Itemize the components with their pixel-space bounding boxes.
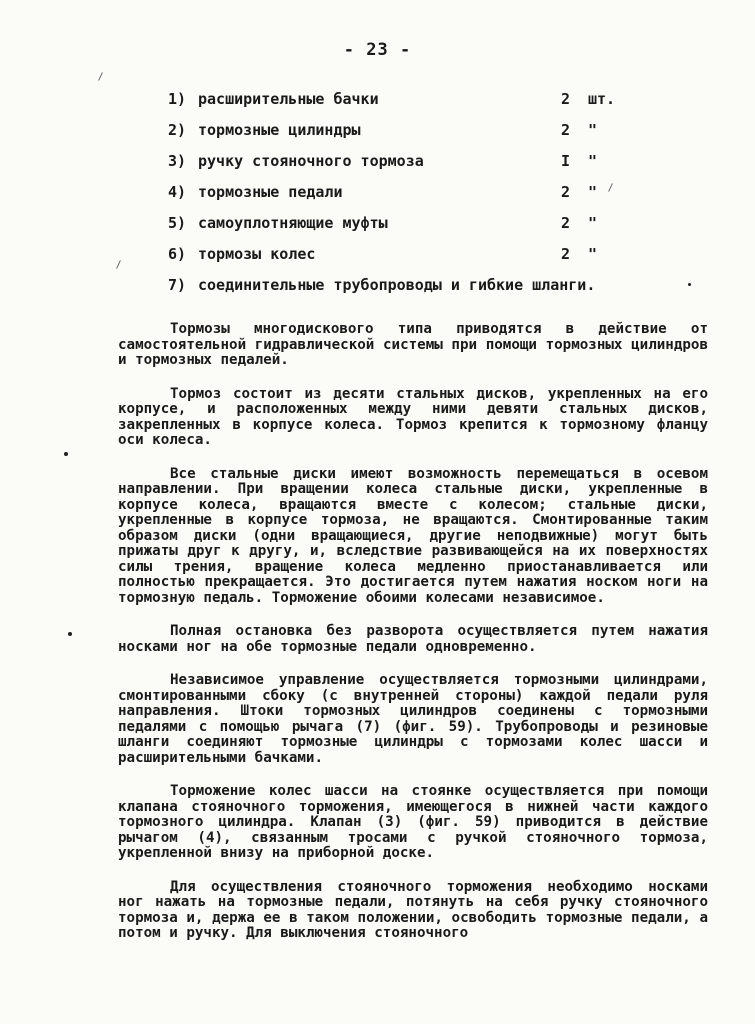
list-item-quantity: 2	[561, 90, 571, 108]
paragraph: Все стальные диски имеют возможность перемещаться в осевом направлении. При вращении колеса стальные диски, укрепленные в корпусе колеса, вращаются вместе с колесом; стальные диски, укрепленные в корпусе тормоза, не вращаются. Смонтированные таким образом диски (одни вращающиеся, другие неподвижные) могут быть прижаты друг к другу, и, вследствие развивающейся на их поверхностях силы трения, вращение колеса медленно приостанавливается или полностью прекращается. Это достигается путем нажатия носком ноги на тормозную педаль. Торможение обоими колесами независимое.	[118, 465, 708, 606]
list-item-unit: "	[588, 152, 598, 170]
list-item	[168, 90, 638, 121]
scan-speck	[64, 452, 68, 456]
list-item-text: тормозные цилиндры	[198, 121, 361, 139]
page-number: - 23 -	[343, 40, 412, 60]
list-item-quantity: I	[561, 152, 571, 170]
list-item	[168, 214, 638, 245]
list-item-text: тормозы колес	[198, 245, 316, 263]
list-item-number: 1)	[168, 90, 187, 108]
list-item-number: 5)	[168, 214, 187, 232]
body-text	[118, 322, 708, 960]
list-item	[168, 152, 638, 183]
list-item-unit: шт.	[588, 90, 616, 108]
paragraph: Тормозы многодискового типа приводятся в действие от самостоятельной гидравлической системы при помощи тормозных цилиндров и тормозных педалей.	[118, 321, 708, 368]
component-list	[168, 90, 638, 307]
list-item	[168, 245, 638, 276]
list-item	[168, 121, 638, 152]
scan-speck	[68, 632, 72, 636]
list-item-unit: "	[588, 183, 598, 201]
list-item-unit: "	[588, 214, 598, 232]
list-item	[168, 276, 638, 307]
list-item-unit: "	[588, 245, 598, 263]
paragraph: Полная остановка без разворота осуществляется путем нажатия носками ног на обе тормозные педали одновременно.	[118, 623, 708, 655]
list-item-number: 3)	[168, 152, 187, 170]
list-item-quantity: 2	[561, 245, 571, 263]
scan-speck	[688, 283, 691, 286]
list-item-number: 4)	[168, 183, 187, 201]
list-item-text: ручку стояночного тормоза	[198, 152, 424, 170]
scan-mark	[98, 72, 103, 81]
list-item-quantity: 2	[561, 183, 571, 201]
list-item	[168, 183, 638, 214]
paragraph: Независимое управление осуществляется тормозными цилиндрами, смонтированными сбоку (с внутренней стороны) каждой педали руля направления. Штоки тормозных цилиндров соединены с тормозными педалями с помощью рычага (7) (фиг. 59). Трубопроводы и резиновые шланги соединяют тормозные цилиндры с тормозами колес шасси и расширительными бачками.	[118, 672, 708, 766]
list-item-quantity: 2	[561, 121, 571, 139]
list-item-number: 7)	[168, 276, 187, 294]
list-item-number: 6)	[168, 245, 187, 263]
scan-mark	[116, 260, 121, 269]
paragraph: Тормоз состоит из десяти стальных дисков, укрепленных на его корпусе, и расположенных между ними девяти стальных дисков, закрепленных в корпусе колеса. Тормоз крепится к тормозному фланцу оси колеса.	[118, 385, 708, 448]
paragraph: Для осуществления стояночного торможения необходимо носками ног нажать на тормозные педали, потянуть на себя ручку стояночного тормоза и, держа ее в таком положении, освободить тормозные педали, а потом и ручку. Для выключения стояночного	[118, 878, 708, 941]
list-item-quantity: 2	[561, 214, 571, 232]
list-item-text: расширительные бачки	[198, 90, 379, 108]
list-item-text: самоуплотняющие муфты	[198, 214, 388, 232]
list-item-unit: "	[588, 121, 598, 139]
list-item-text: тормозные педали	[198, 183, 343, 201]
list-item-text: соединительные трубопроводы и гибкие шланги.	[198, 276, 596, 294]
list-item-number: 2)	[168, 121, 187, 139]
paragraph: Торможение колес шасси на стоянке осуществляется при помощи клапана стояночного торможения, имеющегося в нижней части каждого тормозного цилиндра. Клапан (3) (фиг. 59) приводится в действие рычагом (4), связанным тросами с ручкой стояночного тормоза, укрепленной внизу на приборной доске.	[118, 783, 708, 861]
